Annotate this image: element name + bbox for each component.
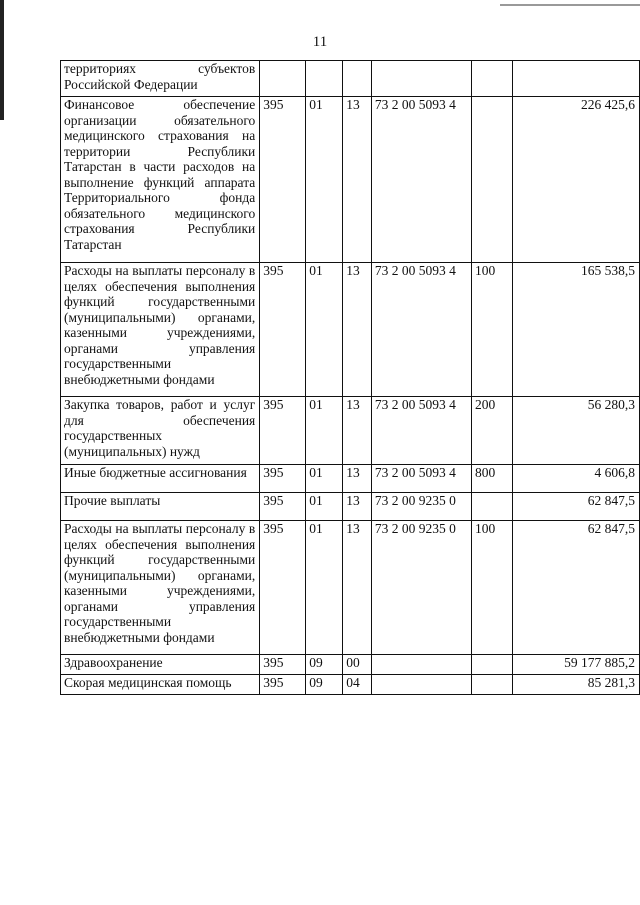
cell-ministry-code: [260, 61, 306, 97]
table-row: [61, 397, 640, 465]
cell-expense-type: [471, 675, 512, 695]
cell-ministry-code: 395: [260, 675, 306, 695]
cell-ministry-code: 395: [260, 655, 306, 675]
cell-target-item: 73 2 00 5093 4: [371, 97, 471, 263]
cell-name: Закупка товаров, работ и услуг для обеспечения государственных (муниципальных) нужд: [61, 397, 260, 465]
cell-subsection: 13: [343, 493, 372, 521]
cell-expense-type: [471, 61, 512, 97]
cell-name: Прочие выплаты: [61, 493, 260, 521]
cell-subsection: 13: [343, 465, 372, 493]
cell-name: территориях субъектов Российской Федерации: [61, 61, 260, 97]
cell-expense-type: [471, 97, 512, 263]
cell-name: Иные бюджетные ассигнования: [61, 465, 260, 493]
cell-amount: 62 847,5: [513, 493, 640, 521]
cell-subsection: 13: [343, 97, 372, 263]
cell-target-item: [371, 61, 471, 97]
cell-ministry-code: 395: [260, 465, 306, 493]
cell-target-item: 73 2 00 5093 4: [371, 397, 471, 465]
cell-target-item: 73 2 00 5093 4: [371, 465, 471, 493]
cell-subsection: 00: [343, 655, 372, 675]
cell-section: 01: [306, 521, 343, 655]
budget-table: [60, 60, 640, 695]
cell-name: Расходы на выплаты персоналу в целях обеспечения выполнения функций государственными (муниципальными) органами, казенными учреждениями, органами управления государственными внебюджетными фондами: [61, 263, 260, 397]
table-row: [61, 493, 640, 521]
cell-amount: 165 538,5: [513, 263, 640, 397]
cell-section: 01: [306, 465, 343, 493]
cell-amount: 4 606,8: [513, 465, 640, 493]
cell-ministry-code: 395: [260, 521, 306, 655]
cell-expense-type: 100: [471, 521, 512, 655]
cell-section: 01: [306, 263, 343, 397]
table-row: [61, 97, 640, 263]
cell-expense-type: 200: [471, 397, 512, 465]
table-body: [61, 61, 640, 695]
table-row: [61, 61, 640, 97]
cell-expense-type: 800: [471, 465, 512, 493]
cell-name: Финансовое обеспечение организации обязательного медицинского страхования на территории Республики Татарстан в части расходов на выполнение функций аппарата Территориального фонда обязательного медицинского страхования Республики Татарстан: [61, 97, 260, 263]
cell-amount: 226 425,6: [513, 97, 640, 263]
table-row: [61, 263, 640, 397]
cell-name: Расходы на выплаты персоналу в целях обеспечения выполнения функций государственными (муниципальными) органами, казенными учреждениями, органами управления государственными внебюджетными фондами: [61, 521, 260, 655]
scan-edge-left: [0, 0, 4, 120]
table-row: [61, 675, 640, 695]
cell-target-item: 73 2 00 9235 0: [371, 493, 471, 521]
cell-target-item: [371, 675, 471, 695]
cell-ministry-code: 395: [260, 493, 306, 521]
cell-subsection: [343, 61, 372, 97]
table-row: [61, 465, 640, 493]
cell-subsection: 13: [343, 397, 372, 465]
cell-expense-type: 100: [471, 263, 512, 397]
cell-ministry-code: 395: [260, 97, 306, 263]
cell-section: 01: [306, 493, 343, 521]
table-row: [61, 521, 640, 655]
cell-name: Скорая медицинская помощь: [61, 675, 260, 695]
table-row: [61, 655, 640, 675]
cell-amount: 85 281,3: [513, 675, 640, 695]
cell-section: 01: [306, 97, 343, 263]
cell-subsection: 13: [343, 521, 372, 655]
cell-ministry-code: 395: [260, 263, 306, 397]
page-number: 11: [312, 34, 328, 50]
cell-section: [306, 61, 343, 97]
cell-target-item: [371, 655, 471, 675]
cell-amount: 56 280,3: [513, 397, 640, 465]
cell-section: 09: [306, 655, 343, 675]
cell-amount: [513, 61, 640, 97]
cell-expense-type: [471, 655, 512, 675]
cell-ministry-code: 395: [260, 397, 306, 465]
cell-section: 01: [306, 397, 343, 465]
cell-target-item: 73 2 00 9235 0: [371, 521, 471, 655]
cell-name: Здравоохранение: [61, 655, 260, 675]
cell-amount: 59 177 885,2: [513, 655, 640, 675]
cell-expense-type: [471, 493, 512, 521]
cell-section: 09: [306, 675, 343, 695]
cell-subsection: 04: [343, 675, 372, 695]
cell-target-item: 73 2 00 5093 4: [371, 263, 471, 397]
scan-edge-top: [500, 4, 640, 6]
cell-subsection: 13: [343, 263, 372, 397]
cell-amount: 62 847,5: [513, 521, 640, 655]
